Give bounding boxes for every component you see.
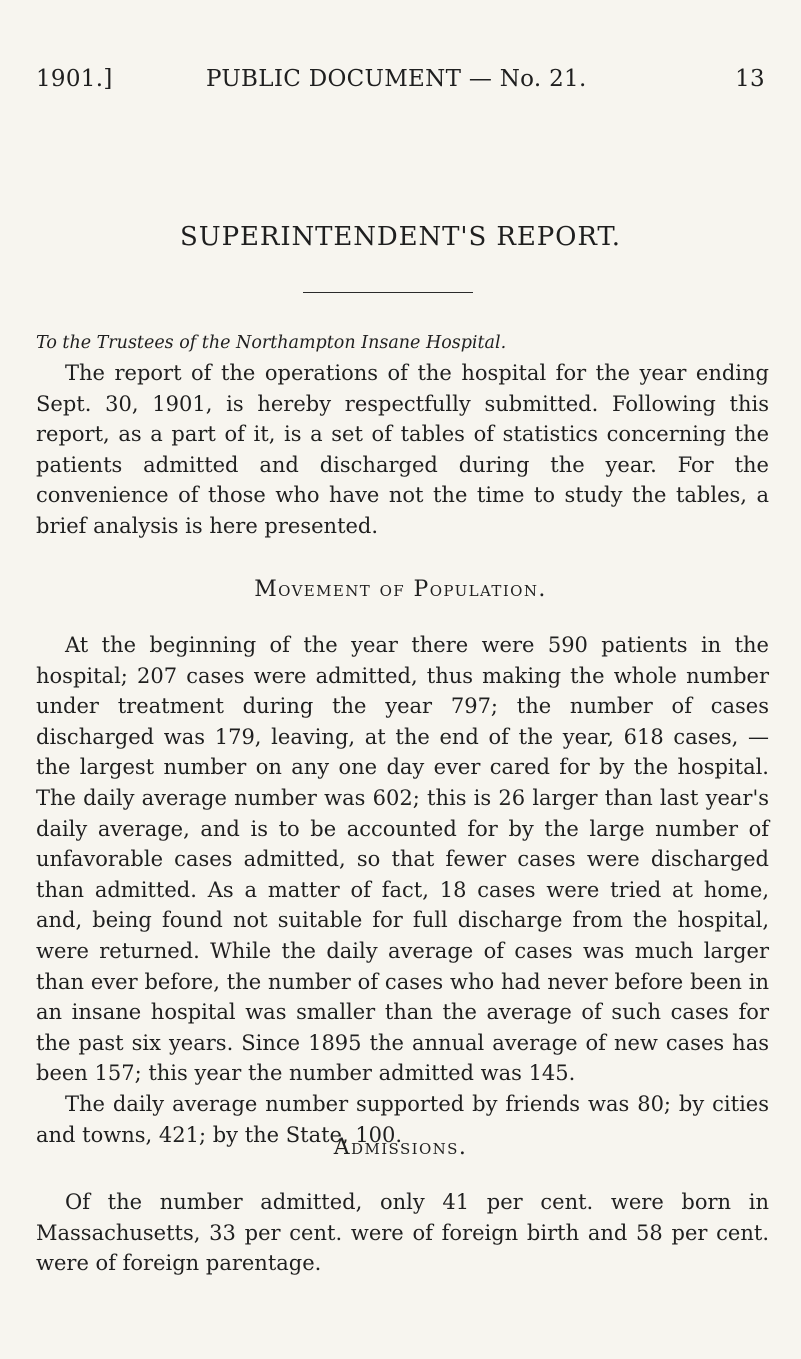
movement-of-population-section [36,630,769,1150]
title-rule [303,292,473,293]
movement-paragraph-2: The daily average number supported by friends was 80; by cities and towns, 421; by the State, 100. [36,1091,769,1147]
movement-paragraph-1: At the beginning of the year there were 590 patients in the hospital; 207 cases were admitted, thus making the whole number under treatment during the year 797; the number of cases discharged was 179, leaving, at the end of the year, 618 cases, — the largest number on any one day ever cared for by the hospital. The daily average number was 602; this is 26 larger than last year's daily average, and is to be accounted for by the large number of unfavorable cases admitted, so that fewer cases were discharged than admitted. As a matter of fact, 18 cases were tried at home, and, being found not suitable for full discharge from the hospital, were returned. While the daily average of cases was much larger than ever before, the number of cases who had never before been in an insane hospital was smaller than the average of such cases for the past six years. Since 1895 the annual average of new cases has been 157; this year the number admitted was 145. [36,633,769,1086]
salutation: To the Trustees of the Northampton Insane Hospital. [36,333,507,353]
page-number: 13 [735,66,765,92]
running-head [36,66,765,100]
admissions-paragraph-1: Of the number admitted, only 41 per cent. were born in Massachusetts, 33 per cent. were of foreign birth and 58 per cent. were of foreign parentage. [36,1190,769,1276]
intro-section [36,358,769,542]
admissions-section [36,1187,769,1279]
running-head-year: 1901.] [36,66,113,92]
intro-paragraph: The report of the operations of the hospital for the year ending Sept. 30, 1901, is hereby respectfully submitted. Following this report, as a part of it, is a set of tables of statistics concerning the patients admitted and discharged during the year. For the convenience of those who have not the time to study the tables, a brief analysis is here presented. [36,361,769,538]
running-head-title: PUBLIC DOCUMENT — No. 21. [206,66,587,92]
movement-of-population-heading: Movement of Population. [254,577,547,602]
report-title: SUPERINTENDENT'S REPORT. [180,222,621,252]
admissions-heading: Admissions. [333,1135,468,1160]
